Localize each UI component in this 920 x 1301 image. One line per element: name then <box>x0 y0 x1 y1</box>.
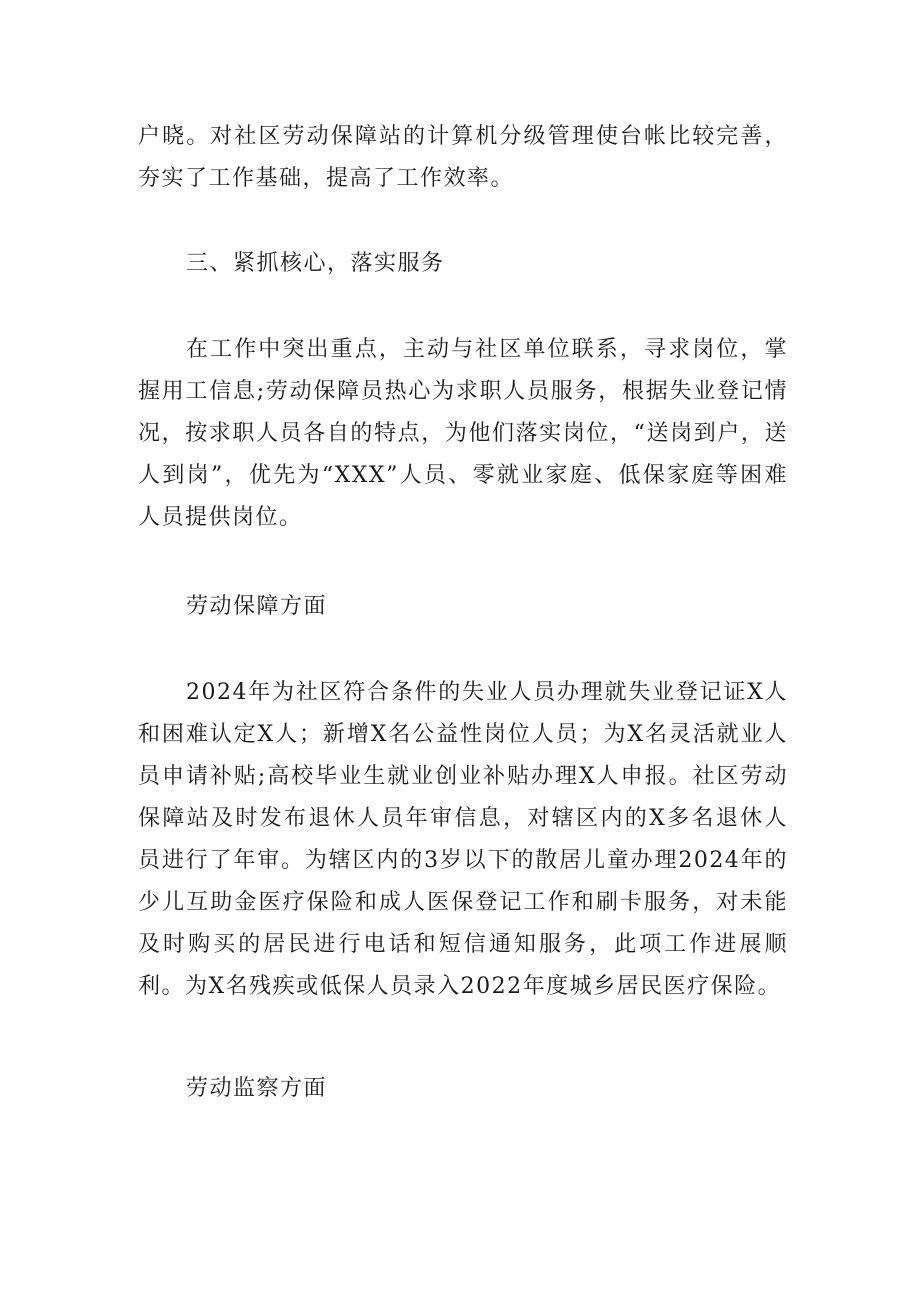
paragraph-services: 在工作中突出重点，主动与社区单位联系，寻求岗位，掌握用工信息;劳动保障员热心为求职人员服务，根据失业登记情况，按求职人员各自的特点，为他们落实岗位，“送岗到户，送人到岗”，优先为“XXX”人员、零就业家庭、低保家庭等困难人员提供岗位。 <box>138 337 788 530</box>
subheading-labor-inspection: 劳动监察方面 <box>186 1076 328 1101</box>
paragraph-continuation: 户晓。对社区劳动保障站的计算机分级管理使台帐比较完善，夯实了工作基础，提高了工作效率。 <box>138 124 788 191</box>
subheading-labor-security: 劳动保障方面 <box>186 594 328 619</box>
paragraph-labor-security: 2024年为社区符合条件的失业人员办理就失业登记证X人和困难认定X人；新增X名公益性岗位人员；为X名灵活就业人员申请补贴;高校毕业生就业创业补贴办理X人申报。社区劳动保障站及时发布退休人员年审信息，对辖区内的X多名退休人员进行了年审。为辖区内的3岁以下的散居儿童办理2024年的少儿互助金医疗保险和成人医保登记工作和刷卡服务，对未能及时购买的居民进行电话和短信通知服务，此项工作进展顺利。为X名残疾或低保人员录入2022年度城乡居民医疗保险。 <box>138 680 788 999</box>
section-heading-serve: 三、紧抓核心，落实服务 <box>186 251 445 276</box>
